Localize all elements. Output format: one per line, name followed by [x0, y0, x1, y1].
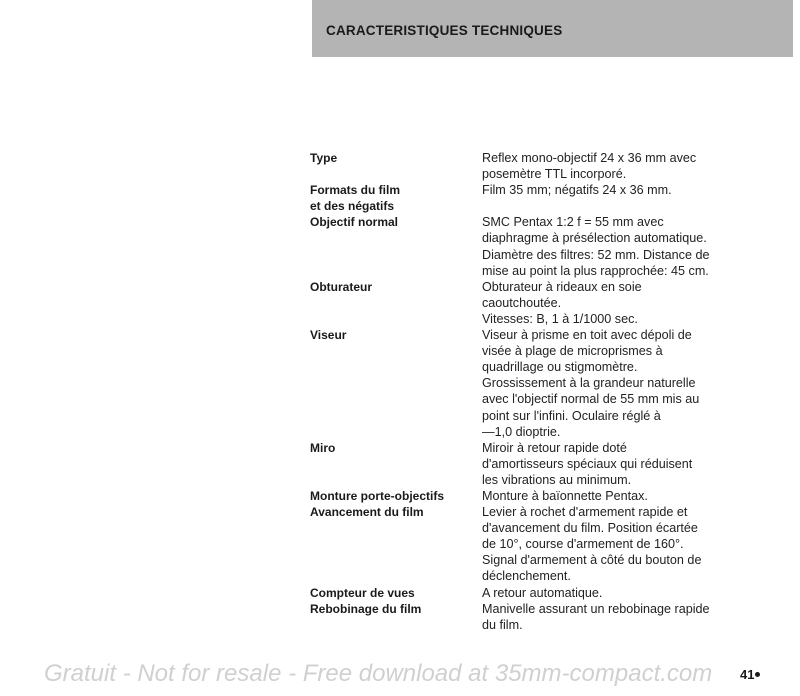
spec-value-line: diaphragme à présélection automatique.: [482, 231, 707, 246]
spec-row: [310, 488, 770, 504]
spec-label-line: Type: [310, 151, 338, 165]
spec-row: [310, 150, 770, 182]
spec-label-line: Objectif normal: [310, 215, 399, 230]
spec-value-line: Levier à rochet d'armement rapide et: [482, 505, 688, 520]
spec-value-line: Obturateur à rideaux en soie: [482, 279, 642, 294]
spec-value-line: posemètre TTL incorporé.: [482, 167, 627, 182]
spec-value-line: visée à plage de microprismes à: [482, 344, 663, 359]
spec-value: [482, 327, 770, 440]
spec-label-line: Avancement du film: [310, 505, 424, 520]
spec-value-line: SMC Pentax 1:2 f = 55 mm avec: [482, 215, 664, 230]
spec-value-line: caoutchoutée.: [482, 295, 562, 310]
spec-value-line: point sur l'infini. Oculaire réglé à: [482, 408, 661, 423]
spec-value: [482, 585, 770, 601]
spec-value: [482, 601, 770, 633]
spec-value-line: Signal d'armement à côté du bouton de: [482, 553, 702, 568]
spec-value-line: mise au point la plus rapprochée: 45 cm.: [482, 263, 709, 278]
spec-label: [310, 150, 482, 166]
spec-row: [310, 182, 770, 214]
spec-value: [482, 504, 770, 584]
spec-value-line: A retour automatique.: [482, 585, 603, 600]
spec-row: [310, 327, 770, 440]
spec-value-line: d'amortisseurs spéciaux qui réduisent: [482, 456, 693, 471]
spec-value: [482, 279, 770, 327]
spec-value: [482, 440, 770, 488]
spec-label-line: Compteur de vues: [310, 585, 415, 600]
spec-value: [482, 214, 770, 278]
spec-row: [310, 585, 770, 601]
spec-label: [310, 440, 482, 456]
spec-value-line: —1,0 dioptrie.: [482, 424, 561, 439]
spec-label: [310, 279, 482, 295]
spec-value-line: du film.: [482, 617, 523, 632]
spec-value: [482, 488, 770, 504]
spec-value-line: Miroir à retour rapide doté: [482, 440, 627, 455]
spec-row: [310, 440, 770, 488]
spec-value-line: Monture à baïonnette Pentax.: [482, 488, 648, 503]
spec-value-line: déclenchement.: [482, 569, 571, 584]
spec-value-line: Grossissement à la grandeur naturelle: [482, 376, 696, 391]
spec-value-line: d'avancement du film. Position écartée: [482, 521, 698, 536]
spec-value-line: Viseur à prisme en toit avec dépoli de: [482, 328, 692, 343]
spec-label-line: Formats du film: [310, 183, 401, 198]
spec-label-line: Viseur: [310, 328, 347, 343]
spec-label-line: Monture porte-objectifs: [310, 488, 444, 503]
header-band: [312, 0, 793, 57]
spec-row: [310, 601, 770, 633]
spec-value-line: avec l'objectif normal de 55 mm mis au: [482, 392, 700, 407]
spec-value-line: Manivelle assurant un rebobinage rapide: [482, 601, 710, 616]
spec-value-line: quadrillage ou stigmomètre.: [482, 360, 638, 375]
spec-table: [310, 150, 770, 633]
spec-label: [310, 601, 482, 617]
spec-row: [310, 504, 770, 584]
spec-label-line: et des négatifs: [310, 199, 395, 214]
spec-label-line: Rebobinage du film: [310, 601, 422, 616]
spec-label: [310, 488, 482, 504]
spec-label-line: Obturateur: [310, 279, 373, 294]
page-title: CARACTERISTIQUES TECHNIQUES: [326, 23, 563, 38]
spec-label: [310, 182, 482, 214]
spec-row: [310, 214, 770, 278]
spec-value-line: Film 35 mm; négatifs 24 x 36 mm.: [482, 183, 672, 198]
spec-label: [310, 214, 482, 230]
page-number: 41: [740, 667, 755, 682]
spec-value: [482, 182, 770, 198]
spec-value: [482, 150, 770, 182]
spec-label: [310, 327, 482, 343]
spec-value-line: de 10°, course d'armement de 160°.: [482, 537, 684, 552]
spec-value-line: Diamètre des filtres: 52 mm. Distance de: [482, 247, 710, 262]
spec-value-line: Reflex mono-objectif 24 x 36 mm avec: [482, 151, 697, 165]
spec-value-line: les vibrations au minimum.: [482, 472, 632, 487]
bullet-icon: [755, 672, 760, 677]
spec-label: [310, 585, 482, 601]
watermark: Gratuit - Not for resale - Free download at 35mm-compact.com: [44, 660, 713, 687]
spec-value-line: Vitesses: B, 1 à 1/1000 sec.: [482, 311, 638, 326]
spec-row: [310, 279, 770, 327]
spec-label-line: Miro: [310, 440, 336, 455]
spec-label: [310, 504, 482, 520]
